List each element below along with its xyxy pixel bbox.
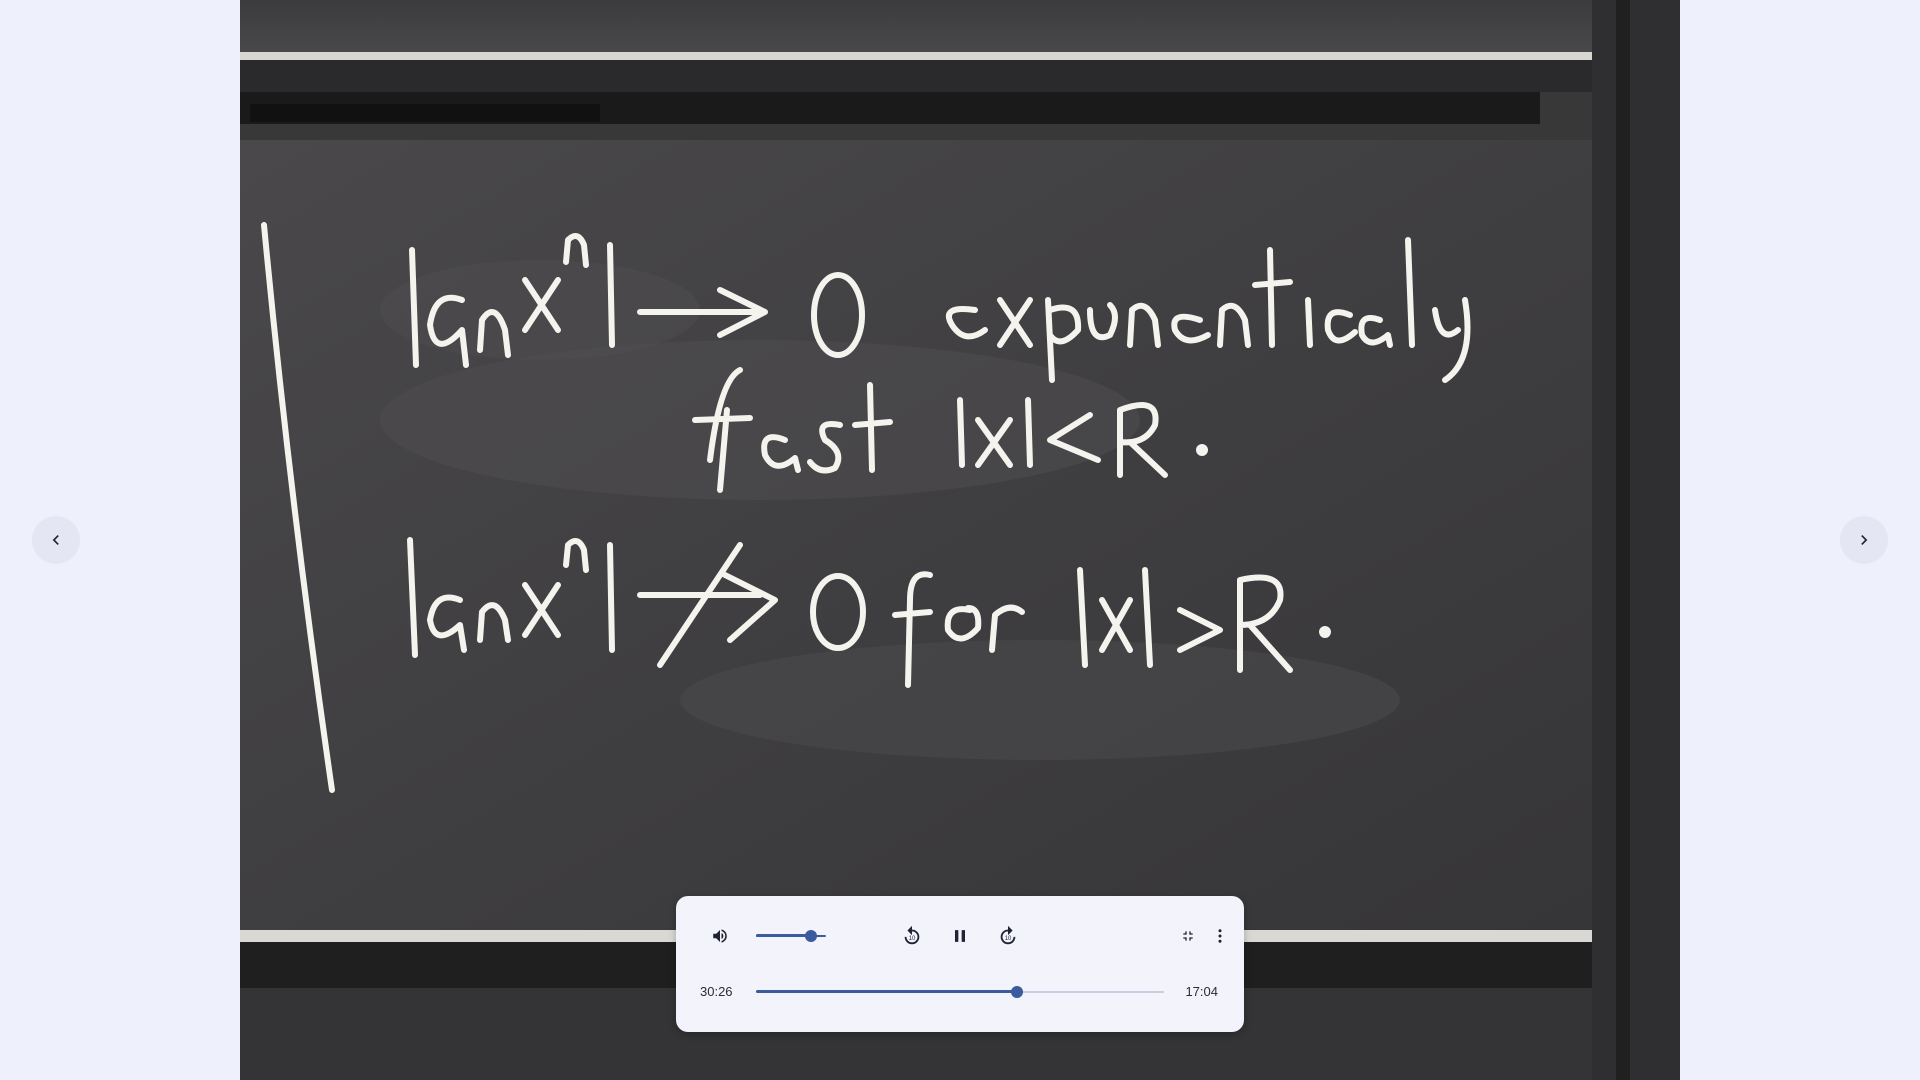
svg-text:10: 10 — [1004, 936, 1012, 943]
exit-fullscreen-button[interactable] — [1172, 920, 1204, 952]
fullscreen-exit-icon — [1180, 928, 1196, 944]
svg-text:10: 10 — [908, 936, 916, 943]
volume-thumb[interactable] — [805, 930, 817, 942]
volume-fill — [756, 934, 811, 937]
seek-thumb[interactable] — [1011, 986, 1023, 998]
volume-up-icon — [711, 927, 729, 945]
volume-slider[interactable] — [756, 928, 826, 944]
upper-chalkboard — [240, 0, 1680, 60]
chevron-left-icon — [46, 530, 66, 550]
replay-10-icon — [901, 925, 923, 947]
pause-icon — [950, 926, 970, 946]
pause-button[interactable] — [944, 920, 976, 952]
more-options-button[interactable] — [1204, 920, 1236, 952]
media-controls — [676, 896, 1244, 1032]
more-vert-icon — [1211, 927, 1229, 945]
chalk-ledge — [240, 52, 1600, 60]
volume-button[interactable] — [704, 920, 736, 952]
main-chalkboard — [240, 140, 1592, 930]
total-time: 17:04 — [1185, 984, 1218, 999]
rewind-10-button[interactable] — [896, 920, 928, 952]
seek-fill — [756, 990, 1017, 993]
previous-button[interactable] — [32, 516, 80, 564]
current-time: 30:26 — [700, 984, 733, 999]
next-button[interactable] — [1840, 516, 1888, 564]
forward-10-icon — [997, 925, 1019, 947]
forward-10-button[interactable] — [992, 920, 1024, 952]
chevron-right-icon — [1854, 530, 1874, 550]
seek-bar[interactable] — [756, 984, 1164, 1000]
